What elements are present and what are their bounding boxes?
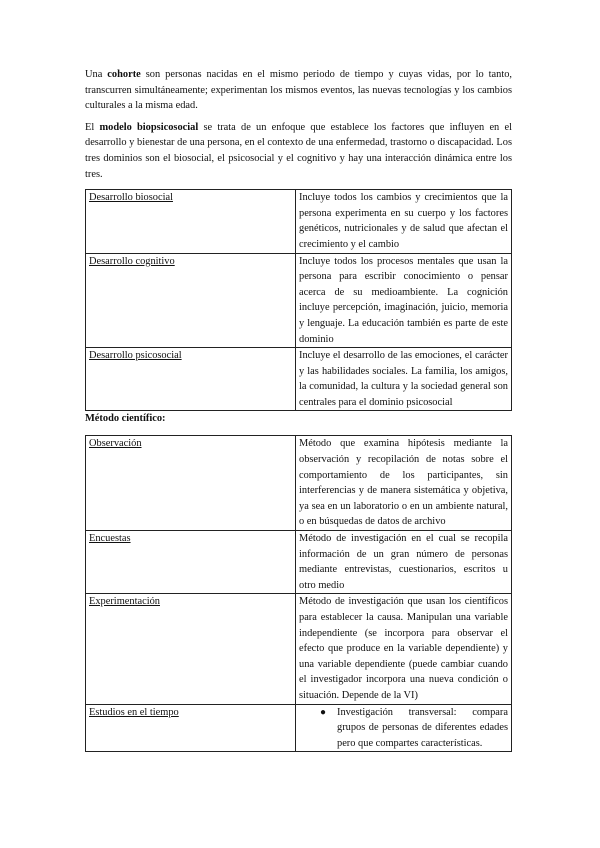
term-cohorte: cohorte	[107, 69, 141, 80]
method-label: Observación	[89, 438, 142, 450]
method-description	[296, 704, 512, 752]
table-row	[86, 253, 512, 348]
domain-description: Incluye todos los cambios y crecimientos que la persona experimenta en su cuerpo y los factores genéticos, nutricionales y de salud que afectan el crecimiento y el cambio	[296, 190, 512, 253]
methods-table	[85, 435, 512, 752]
method-description: Método que examina hipótesis mediante la observación y recopilación de notas sobre el comportamiento de los participantes, sin interferencias y de manera sistemática y objetiva, ya sea en un laboratorio o en un ambiente natural, o en búsquedas de datos de archivo	[296, 436, 512, 531]
term-modelo-biopsicosocial: modelo biopsicosocial	[99, 121, 199, 133]
domain-label-cell	[86, 348, 296, 411]
biopsychosocial-paragraph	[85, 120, 512, 182]
domain-label: Desarrollo psicosocial	[89, 350, 182, 362]
domain-label: Desarrollo biosocial	[89, 192, 173, 204]
method-label-cell	[86, 436, 296, 531]
domain-label-cell	[86, 190, 296, 253]
method-label: Encuestas	[89, 533, 131, 545]
method-label: Experimentación	[89, 596, 160, 608]
method-description: Método de investigación en el cual se recopila información de un gran número de personas mediante entrevistas, cuestionarios, escritos u otro medio	[296, 531, 512, 594]
bullet-list	[299, 705, 508, 752]
domain-label-cell	[86, 253, 296, 348]
method-label-cell	[86, 704, 296, 752]
table-row	[86, 704, 512, 752]
text-run: se trata de un enfoque que establece los factores que influyen en el desarrollo y bienestar de una persona, en el contexto de una enfermedad, trastorno o discapacidad. Los tres dominios son el biosocial, el psicosocial y el cognitivo y hay una interacción dinámica entre los tres.	[85, 121, 512, 180]
cohort-paragraph	[85, 67, 512, 114]
domain-description: Incluye todos los procesos mentales que usan la persona para escribir conocimiento o pensar acerca de su medioambiente. La cognición incluye percepción, imaginación, juicio, memoria y lenguaje. La educación también es parte de este dominio	[296, 253, 512, 348]
domains-table	[85, 189, 512, 411]
bullet-icon: ●	[320, 706, 327, 718]
list-item	[320, 705, 508, 752]
table-row	[86, 348, 512, 411]
domain-description: Incluye el desarrollo de las emociones, el carácter y las habilidades sociales. La familia, los amigos, la comunidad, la cultura y la sociedad general son centrales para el dominio psicosocial	[296, 348, 512, 411]
method-label-cell	[86, 594, 296, 704]
method-label-cell	[86, 531, 296, 594]
section-title-metodo: Método científico:	[85, 413, 166, 425]
table-row	[86, 436, 512, 531]
method-description: Método de investigación que usan los científicos para establecer la causa. Manipulan una variable independiente (se incorpora para observar el efecto que produce en la variable dependiente) y una variable dependiente (puede cambiar cuando el investigador incorpora una nueva condición o situación. Depende de la VI)	[296, 594, 512, 704]
method-label: Estudios en el tiempo	[89, 706, 179, 718]
domain-label: Desarrollo cognitivo	[89, 255, 175, 267]
table-row	[86, 594, 512, 704]
table-row	[86, 531, 512, 594]
document-content	[85, 67, 512, 752]
table-row	[86, 190, 512, 253]
text-run: El	[85, 121, 100, 133]
list-item-text: Investigación transversal: compara grupos de personas de diferentes edades pero que compartes características.	[337, 706, 508, 749]
text-run: Una	[85, 69, 108, 80]
text-run: son personas nacidas en el mismo periodo de tiempo y cuyas vidas, por lo tanto, transcurren simultáneamente; experimentan los mismos eventos, las nuevas tecnologías y los cambios culturales a la misma edad.	[85, 69, 512, 112]
